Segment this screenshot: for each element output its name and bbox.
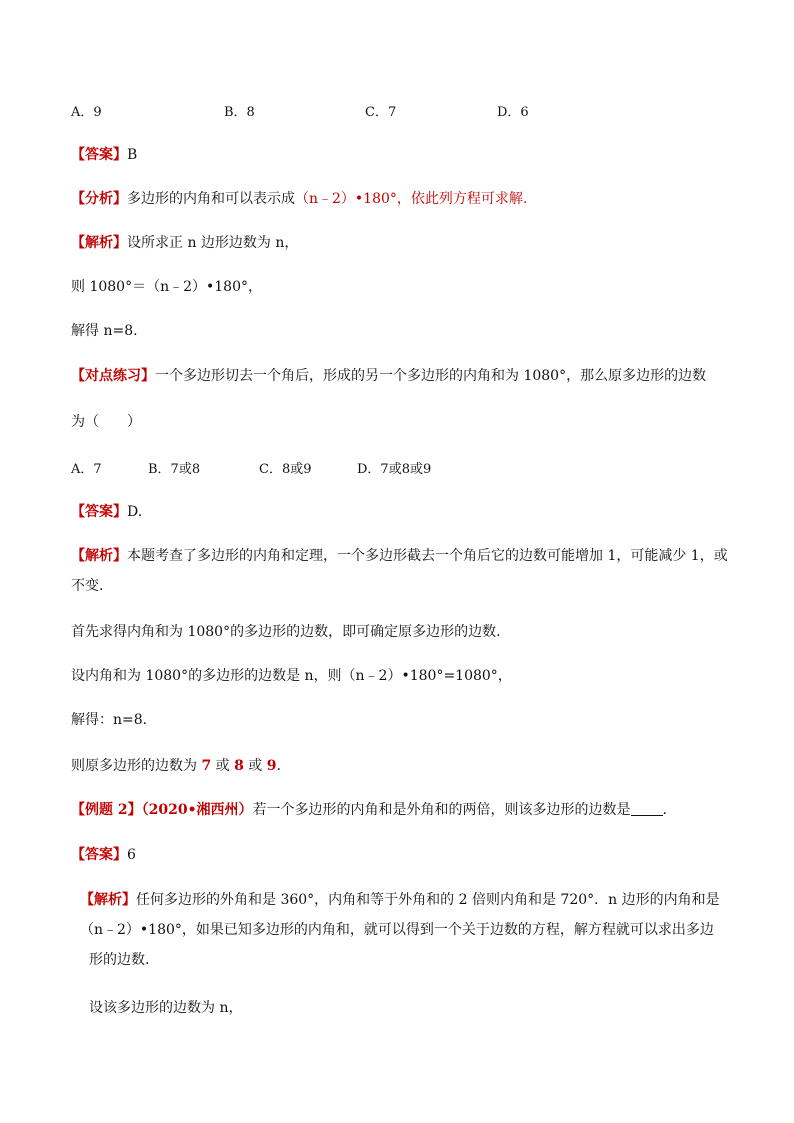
practice-option-a: A．7 [71, 462, 102, 477]
example2-answer [71, 845, 136, 865]
practice-step3: 解得：n=8. [71, 712, 148, 728]
practice-question [71, 366, 706, 386]
step4-mid1: 或 [211, 758, 235, 774]
q1-answer [71, 145, 137, 165]
answer-text: B [127, 147, 138, 163]
practice-option-b: B．7或8 [148, 462, 201, 477]
step4-post: . [276, 758, 281, 774]
example2-solution [80, 890, 720, 910]
practice-solution-cont: 不变. [71, 578, 104, 594]
solution-text: 设所求正 n 边形边数为 n， [127, 235, 299, 251]
answer-tag: 【答案】 [71, 847, 127, 863]
solution-tag: 【解析】 [71, 235, 127, 251]
q1-step1: 则 1080°＝（n﹣2）•180°， [71, 279, 262, 295]
step4-a: 7 [201, 758, 212, 774]
example2-text: 若一个多边形的内角和是外角和的两倍，则该多边形的边数是 [252, 802, 631, 818]
practice-step1: 首先求得内角和为 1080°的多边形的边数，即可确定原多边形的边数. [71, 624, 501, 640]
practice-tag: 【对点练习】 [71, 368, 155, 384]
answer-blank [631, 801, 663, 816]
q1-analysis [71, 189, 527, 209]
option-d: D．6 [497, 105, 529, 120]
q1-solution [71, 233, 298, 253]
solution-text: 本题考查了多边形的内角和定理，一个多边形截去一个角后它的边数可能增加 1，可能减少 1，或 [127, 548, 728, 564]
example2-solution-cont: （n﹣2）•180°，如果已知多边形的内角和，就可以得到一个关于边数的方程，解方程就可以求出多边 [80, 922, 714, 938]
practice-text: 一个多边形切去一个角后，形成的另一个多边形的内角和为 1080°，那么原多边形的边数 [155, 368, 707, 384]
step4-b: 8 [234, 758, 244, 774]
example2-step1: 设该多边形的边数为 n， [89, 1000, 243, 1016]
solution-text: 任何多边形的外角和是 360°，内角和等于外角和的 2 倍则内角和是 720°．n 边形的内角和是 [136, 892, 720, 908]
solution-tag: 【解析】 [80, 892, 136, 908]
answer-tag: 【答案】 [71, 504, 127, 520]
solution-tag: 【解析】 [71, 548, 127, 564]
option-a: A．9 [71, 105, 102, 120]
q1-step2: 解得 n=8. [71, 323, 138, 339]
analysis-tag: 【分析】 [71, 191, 127, 207]
practice-step4 [71, 756, 281, 776]
step4-pre: 则原多边形的边数为 [71, 758, 202, 774]
analysis-text: 多边形的内角和可以表示成 [127, 191, 295, 207]
example2-tag: 【例题 2】 [71, 802, 142, 818]
answer-text: D. [127, 504, 143, 520]
example2-post: . [662, 802, 667, 818]
step4-c: 9 [266, 758, 277, 774]
step4-mid2: 或 [243, 758, 267, 774]
answer-text: 6 [127, 847, 136, 863]
practice-answer [71, 502, 142, 522]
example2-source: （2020•湘西州） [141, 802, 253, 818]
practice-step2: 设内角和为 1080°的多边形的边数是 n，则（n﹣2）•180°=1080°， [71, 668, 512, 684]
option-b: B．8 [224, 105, 255, 120]
answer-tag: 【答案】 [71, 147, 127, 163]
example2-question [71, 800, 667, 820]
practice-option-c: C．8或9 [259, 462, 312, 477]
option-c: C．7 [365, 105, 397, 120]
analysis-formula: （n﹣2）•180°，依此列方程可求解. [295, 191, 528, 207]
practice-solution [71, 546, 728, 566]
example2-solution-cont2: 形的边数. [89, 952, 150, 968]
practice-option-d: D．7或8或9 [357, 462, 432, 477]
practice-question-cont: 为（ ） [71, 414, 141, 430]
